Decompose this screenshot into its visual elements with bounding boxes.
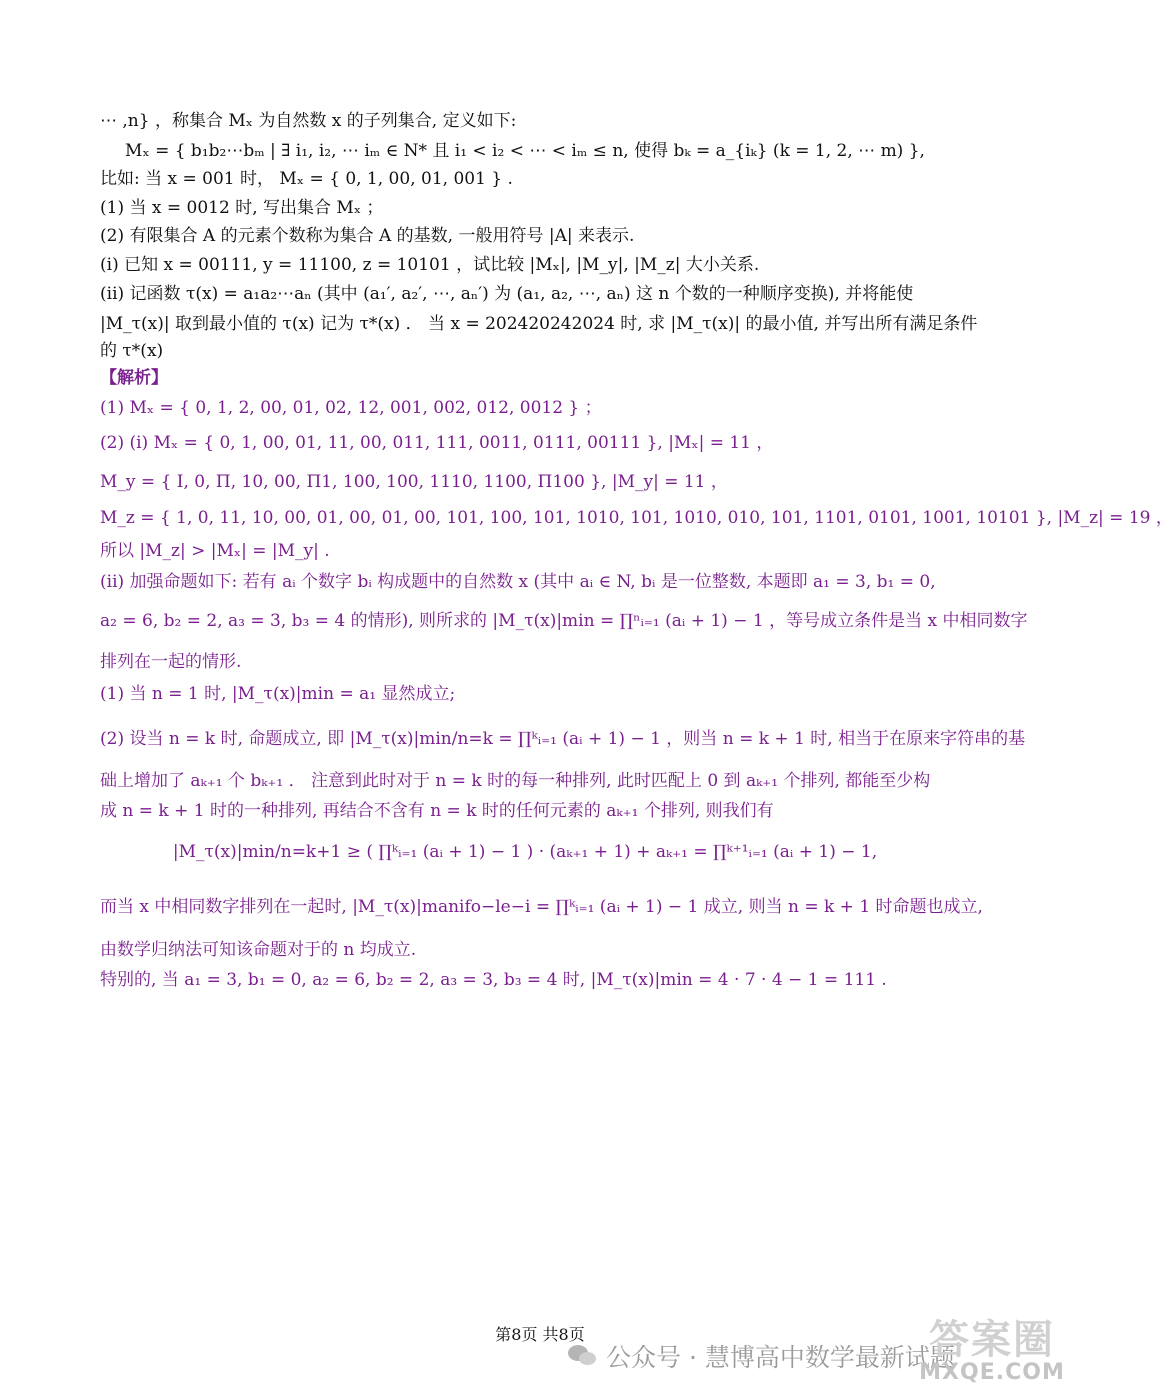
logo-top-text: 答案圈: [929, 1317, 1055, 1363]
solution-line: 排列在一起的情形.: [100, 652, 242, 672]
question-line: ⋯ ,n} ，称集合 Mₓ 为自然数 x 的子列集合, 定义如下:: [100, 111, 517, 131]
question-line: (2) 有限集合 A 的元素个数称为集合 A 的基数, 一般用符号 |A| 来表示.: [100, 226, 635, 246]
question-line: 比如: 当 x = 001 时， Mₓ = { 0, 1, 00, 01, 001 } .: [100, 169, 513, 189]
solution-line: (2) 设当 n = k 时, 命题成立, 即 |M_τ(x)|min/n=k = ∏ᵏᵢ₌₁ (aᵢ + 1) − 1 ，则当 n = k + 1 时, 相当于在原来字符串的基: [100, 729, 1026, 749]
question-line: 的 τ*(x): [100, 341, 164, 361]
question-line: |M_τ(x)| 取到最小值的 τ(x) 记为 τ*(x) ． 当 x = 202420242024 时, 求 |M_τ(x)| 的最小值, 并写出所有满足条件: [100, 314, 978, 334]
solution-line: M_z = { 1, 0, 11, 10, 00, 01, 00, 01, 00, 101, 100, 101, 1010, 101, 1010, 010, 101, 1101, 0101, 1001, 10101 }, |M_z| = 19 ，: [100, 508, 1173, 528]
solution-line: (1) Mₓ = { 0, 1, 2, 00, 01, 02, 12, 001, 002, 012, 0012 } ；: [100, 398, 602, 418]
solution-line: 成 n = k + 1 时的一种排列, 再结合不含有 n = k 时的任何元素的 aₖ₊₁ 个排列, 则我们有: [100, 801, 774, 821]
solution-line: M_y = { I, 0, Π, 10, 00, Π1, 100, 100, 1110, 1100, Π100 }, |M_y| = 11 ，: [100, 472, 728, 492]
solution-line: 所以 |M_z| > |Mₓ| = |M_y| .: [100, 541, 330, 561]
analysis-heading: 【解析】: [100, 368, 168, 388]
wechat-watermark: [568, 1338, 955, 1374]
question-line: Mₓ = { b₁b₂⋯bₘ | ∃ i₁, i₂, ⋯ iₘ ∈ N* 且 i₁ < i₂ < ⋯ < iₘ ≤ n, 使得 bₖ = a_{iₖ} (k = 1, 2, ⋯ m) },: [125, 141, 925, 161]
wechat-watermark-text: 公众号 · 慧博高中数学最新试题: [606, 1343, 955, 1372]
solution-line: |M_τ(x)|min/n=k+1 ≥ ( ∏ᵏᵢ₌₁ (aᵢ + 1) − 1 ) · (aₖ₊₁ + 1) + aₖ₊₁ = ∏ᵏ⁺¹ᵢ₌₁ (aᵢ + 1) − 1,: [172, 842, 878, 862]
solution-line: 特别的, 当 a₁ = 3, b₁ = 0, a₂ = 6, b₂ = 2, a₃ = 3, b₃ = 4 时, |M_τ(x)|min = 4 · 7 · 4 − 1 = 111 .: [100, 970, 887, 990]
wechat-icon: [568, 1343, 598, 1369]
logo-bottom-text: MXQE.COM: [919, 1360, 1065, 1385]
question-line: (i) 已知 x = 00111, y = 11100, z = 10101 ，试比较 |Mₓ|, |M_y|, |M_z| 大小关系.: [100, 255, 760, 275]
solution-line: 而当 x 中相同数字排列在一起时, |M_τ(x)|manifo−le−i = ∏ᵏᵢ₌₁ (aᵢ + 1) − 1 成立, 则当 n = k + 1 时命题也成立,: [100, 897, 983, 917]
solution-line: a₂ = 6, b₂ = 2, a₃ = 3, b₃ = 4 的情形), 则所求的 |M_τ(x)|min = ∏ⁿᵢ₌₁ (aᵢ + 1) − 1 ，等号成立条件是当 x 中相同数字: [100, 611, 1028, 631]
solution-line: (2) (i) Mₓ = { 0, 1, 00, 01, 11, 00, 011, 111, 0011, 0111, 00111 }, |Mₓ| = 11 ，: [100, 433, 774, 453]
site-logo-watermark: [912, 1318, 1072, 1388]
question-line: (1) 当 x = 0012 时, 写出集合 Mₓ ；: [100, 198, 384, 218]
page-number: 第8页 共8页: [495, 1325, 585, 1344]
solution-line: 由数学归纳法可知该命题对于的 n 均成立.: [100, 940, 417, 960]
question-line: (ii) 记函数 τ(x) = a₁a₂⋯aₙ (其中 (a₁′, a₂′, ⋯, aₙ′) 为 (a₁, a₂, ⋯, aₙ) 这 n 个数的一种顺序变换), 并将能使: [100, 284, 914, 304]
solution-line: (ii) 加强命题如下: 若有 aᵢ 个数字 bᵢ 构成题中的自然数 x (其中 aᵢ ∈ N, bᵢ 是一位整数, 本题即 a₁ = 3, b₁ = 0,: [100, 572, 936, 592]
solution-line: (1) 当 n = 1 时, |M_τ(x)|min = a₁ 显然成立;: [100, 684, 456, 704]
solution-line: 础上增加了 aₖ₊₁ 个 bₖ₊₁ ． 注意到此时对于 n = k 时的每一种排列, 此时匹配上 0 到 aₖ₊₁ 个排列, 都能至少构: [100, 771, 931, 791]
